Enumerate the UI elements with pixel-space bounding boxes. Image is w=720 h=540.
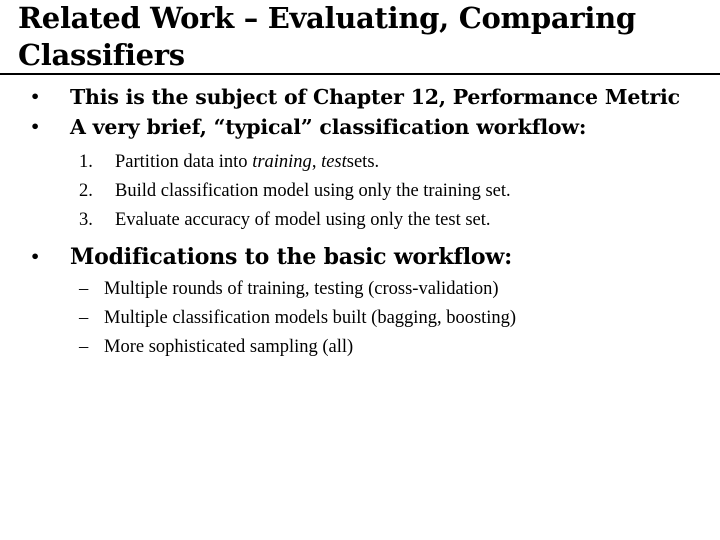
slide-title-line-2: Classifiers	[18, 38, 185, 72]
bullet-text: A very brief, “typical” classification workflow:	[70, 115, 587, 139]
bullet-item	[0, 241, 720, 273]
slide-body	[0, 82, 720, 362]
step-text: Partition data into training, testsets.	[115, 152, 380, 172]
modification-text: Multiple classification models built (bagging, boosting)	[104, 308, 517, 328]
step-emphasis: test	[321, 152, 347, 172]
workflow-step	[0, 148, 720, 177]
modification-item	[0, 304, 720, 333]
step-number: 2.	[79, 181, 93, 201]
modification-item	[0, 275, 720, 304]
modification-text: More sophisticated sampling (all)	[104, 337, 354, 357]
step-text: Evaluate accuracy of model using only the test set.	[115, 210, 491, 230]
bullet-marker: •	[30, 87, 41, 106]
step-number: 1.	[79, 152, 93, 172]
workflow-steps-list	[0, 148, 720, 235]
modification-item	[0, 333, 720, 362]
bullet-item	[0, 112, 720, 142]
slide-title-line-1: Related Work – Evaluating, Comparing	[18, 1, 636, 35]
slide-title	[18, 0, 718, 74]
step-emphasis: training	[252, 152, 312, 172]
workflow-step	[0, 206, 720, 235]
modification-text: Multiple rounds of training, testing (cross-validation)	[104, 279, 499, 299]
bullet-marker: •	[30, 117, 41, 136]
bullet-marker: •	[30, 247, 41, 266]
step-number: 3.	[79, 210, 93, 230]
title-divider	[0, 73, 720, 75]
workflow-step	[0, 177, 720, 206]
modifications-list	[0, 275, 720, 362]
dash-marker: –	[79, 279, 89, 299]
bullet-text: This is the subject of Chapter 12, Performance Metric	[70, 85, 680, 109]
bullet-item	[0, 82, 720, 112]
dash-marker: –	[79, 337, 89, 357]
dash-marker: –	[79, 308, 89, 328]
bullet-text: Modifications to the basic workflow:	[70, 244, 513, 270]
step-text: Build classification model using only the training set.	[115, 181, 511, 201]
